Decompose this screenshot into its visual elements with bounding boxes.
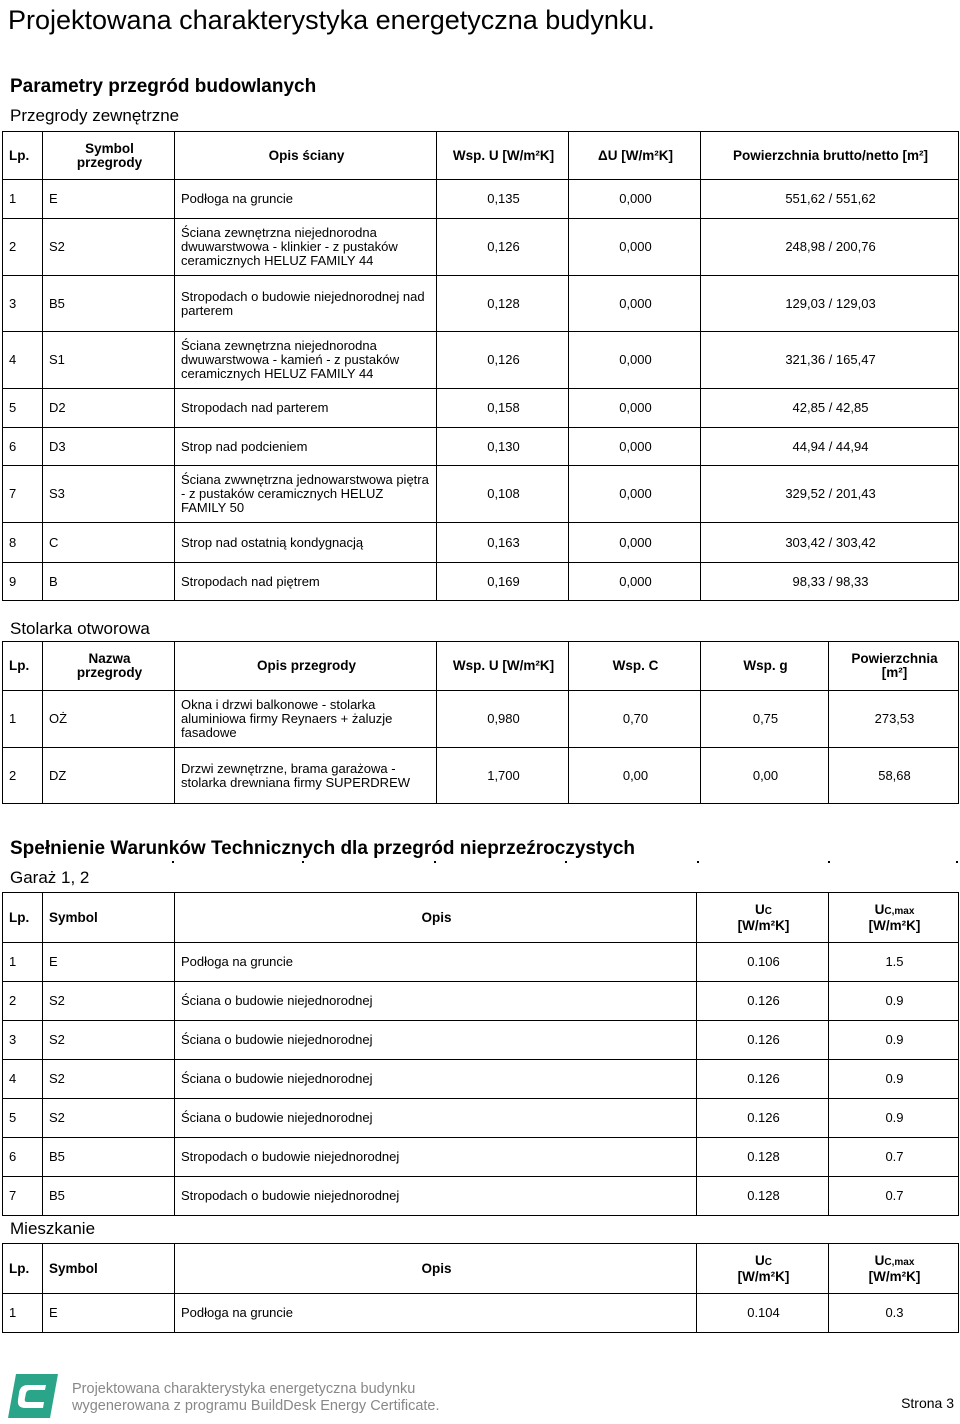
- subheading-flat: Mieszkanie: [10, 1219, 96, 1238]
- table-row: [3, 1294, 959, 1333]
- header-area: Powierzchnia brutto/netto [m²]: [701, 132, 959, 180]
- row-symbol: B5: [43, 1177, 175, 1216]
- row-lp: 3: [3, 1021, 43, 1060]
- table-row: [3, 1060, 959, 1099]
- table-row: [3, 982, 959, 1021]
- footer-text: [72, 1381, 440, 1415]
- row-area: 329,52 / 201,43: [701, 466, 959, 523]
- ucmax-symbol: U: [874, 1252, 885, 1268]
- row-symbol: E: [43, 1294, 175, 1333]
- subheading-external-partitions: Przegrody zewnętrzne: [10, 106, 180, 125]
- uc-unit: [W/m²K]: [737, 917, 790, 933]
- row-u-value: 0,135: [437, 180, 569, 219]
- row-u-value: 0,158: [437, 389, 569, 428]
- page-title: Projektowana charakterystyka energetyczna budynku.: [8, 5, 655, 35]
- row-lp: 8: [3, 523, 43, 563]
- row-ucmax-value: 0.9: [829, 1099, 959, 1138]
- row-description: Stropodach o budowie niejednorodnej: [175, 1177, 697, 1216]
- row-area: 129,03 / 129,03: [701, 276, 959, 332]
- row-symbol: B5: [43, 1138, 175, 1177]
- header-c: Wsp. C: [569, 642, 701, 691]
- row-lp: 2: [3, 219, 43, 276]
- table-row: [3, 276, 959, 332]
- row-u-value: 0,128: [437, 276, 569, 332]
- row-description: Ściana o budowie niejednorodnej: [175, 982, 697, 1021]
- row-symbol: B5: [43, 276, 175, 332]
- row-area: 273,53: [829, 691, 959, 748]
- table-row: [3, 1177, 959, 1216]
- subheading-garage: Garaż 1, 2: [10, 868, 90, 887]
- row-symbol: S2: [43, 1099, 175, 1138]
- row-description: Drzwi zewnętrzne, brama garażowa - stolarka drewniana firmy SUPERDREW: [175, 748, 437, 804]
- footer-line1: Projektowana charakterystyka energetyczna budynku: [72, 1381, 416, 1397]
- table-row: [3, 748, 959, 804]
- row-area: 248,98 / 200,76: [701, 219, 959, 276]
- row-uc-value: 0.126: [697, 982, 829, 1021]
- row-symbol: S1: [43, 332, 175, 389]
- row-uc-value: 0.128: [697, 1177, 829, 1216]
- row-symbol: E: [43, 943, 175, 982]
- row-delta-u-value: 0,000: [569, 276, 701, 332]
- row-delta-u-value: 0,000: [569, 180, 701, 219]
- row-g-value: 0,00: [701, 748, 829, 804]
- table-row: [3, 219, 959, 276]
- row-description: Stropodach nad parterem: [175, 389, 437, 428]
- row-u-value: 0,980: [437, 691, 569, 748]
- external-partitions-table: [2, 131, 959, 601]
- row-lp: 9: [3, 563, 43, 601]
- row-lp: 4: [3, 1060, 43, 1099]
- row-description: Ściana zwwnętrzna jednowarstwowa piętra - z pustaków ceramicznych HELUZ FAMILY 50: [175, 466, 437, 523]
- table-header-row: [3, 893, 959, 943]
- header-ucmax: [829, 893, 959, 943]
- row-symbol: OŻ: [43, 691, 175, 748]
- row-area: 58,68: [829, 748, 959, 804]
- row-description: Ściana zewnętrzna niejednorodna dwuwarstwowa - kamień - z pustaków ceramicznych HELUZ FAMILY 44: [175, 332, 437, 389]
- row-symbol: B: [43, 563, 175, 601]
- header-nazwa: [43, 642, 175, 691]
- row-u-value: 0,163: [437, 523, 569, 563]
- row-description: Ściana o budowie niejednorodnej: [175, 1099, 697, 1138]
- row-area: 321,36 / 165,47: [701, 332, 959, 389]
- row-u-value: 0,108: [437, 466, 569, 523]
- row-area: 44,94 / 44,94: [701, 428, 959, 466]
- row-lp: 1: [3, 180, 43, 219]
- row-area: 98,33 / 98,33: [701, 563, 959, 601]
- row-u-value: 0,126: [437, 332, 569, 389]
- header-du: ΔU [W/m²K]: [569, 132, 701, 180]
- row-symbol: S2: [43, 1060, 175, 1099]
- row-delta-u-value: 0,000: [569, 466, 701, 523]
- row-uc-value: 0.104: [697, 1294, 829, 1333]
- page-number: Strona 3: [901, 1395, 954, 1411]
- header-ucmax: [829, 1244, 959, 1294]
- row-c-value: 0,70: [569, 691, 701, 748]
- row-uc-value: 0.126: [697, 1021, 829, 1060]
- row-lp: 3: [3, 276, 43, 332]
- ucmax-subscript: C,max: [884, 905, 915, 917]
- row-ucmax-value: 1.5: [829, 943, 959, 982]
- header-symbol-line2: przegrody: [76, 154, 143, 170]
- table-row: [3, 1138, 959, 1177]
- header-opis: Opis ściany: [175, 132, 437, 180]
- row-uc-value: 0.126: [697, 1060, 829, 1099]
- header-area: [829, 642, 959, 691]
- row-lp: 2: [3, 982, 43, 1021]
- row-symbol: DZ: [43, 748, 175, 804]
- header-symbol: Symbol: [43, 1244, 175, 1294]
- table-row: [3, 389, 959, 428]
- row-symbol: D2: [43, 389, 175, 428]
- header-lp: Lp.: [3, 642, 43, 691]
- table-header-row: [3, 642, 959, 691]
- header-nazwa-line2: przegrody: [76, 665, 143, 680]
- table-row: [3, 691, 959, 748]
- row-delta-u-value: 0,000: [569, 428, 701, 466]
- header-g: Wsp. g: [701, 642, 829, 691]
- row-u-value: 1,700: [437, 748, 569, 804]
- row-description: Ściana o budowie niejednorodnej: [175, 1021, 697, 1060]
- row-symbol: S3: [43, 466, 175, 523]
- row-delta-u-value: 0,000: [569, 219, 701, 276]
- row-delta-u-value: 0,000: [569, 523, 701, 563]
- row-delta-u-value: 0,000: [569, 563, 701, 601]
- header-symbol: [43, 132, 175, 180]
- table-row: [3, 1021, 959, 1060]
- header-opis: Opis: [175, 1244, 697, 1294]
- row-delta-u-value: 0,000: [569, 389, 701, 428]
- table-row: [3, 332, 959, 389]
- header-opis: Opis: [175, 893, 697, 943]
- row-ucmax-value: 0.7: [829, 1138, 959, 1177]
- row-lp: 1: [3, 1294, 43, 1333]
- uc-subscript: C: [764, 905, 772, 917]
- row-description: Podłoga na gruncie: [175, 1294, 697, 1333]
- section-heading-technical-conditions: Spełnienie Warunków Technicznych dla przegród nieprzeźroczystych: [10, 838, 636, 859]
- row-description: Ściana o budowie niejednorodnej: [175, 1060, 697, 1099]
- uc-symbol: U: [755, 901, 765, 917]
- row-uc-value: 0.128: [697, 1138, 829, 1177]
- section-heading-parameters: Parametry przegród budowlanych: [10, 76, 317, 97]
- row-ucmax-value: 0.9: [829, 982, 959, 1021]
- footer-line2: wygenerowana z programu BuildDesk Energy Certificate.: [72, 1398, 440, 1414]
- table-row: [3, 428, 959, 466]
- joinery-table: [2, 641, 959, 804]
- row-delta-u-value: 0,000: [569, 332, 701, 389]
- header-lp: Lp.: [3, 1244, 43, 1294]
- uc-symbol: U: [755, 1252, 765, 1268]
- row-lp: 7: [3, 466, 43, 523]
- row-lp: 5: [3, 389, 43, 428]
- row-g-value: 0,75: [701, 691, 829, 748]
- garage-table: [2, 892, 959, 1216]
- table-header-row: [3, 132, 959, 180]
- row-area: 303,42 / 303,42: [701, 523, 959, 563]
- ucmax-symbol: U: [874, 901, 885, 917]
- row-description: Strop nad ostatnią kondygnacją: [175, 523, 437, 563]
- row-description: Podłoga na gruncie: [175, 180, 437, 219]
- row-description: Okna i drzwi balkonowe - stolarka aluminiowa firmy Reynaers + żaluzje fasadowe: [175, 691, 437, 748]
- row-description: Podłoga na gruncie: [175, 943, 697, 982]
- ucmax-unit: [W/m²K]: [868, 917, 921, 933]
- row-u-value: 0,130: [437, 428, 569, 466]
- row-u-value: 0,169: [437, 563, 569, 601]
- table-row: [3, 943, 959, 982]
- row-symbol: S2: [43, 982, 175, 1021]
- header-area-line1: Powierzchnia: [851, 651, 938, 666]
- row-ucmax-value: 0.9: [829, 1060, 959, 1099]
- header-symbol: Symbol: [43, 893, 175, 943]
- header-nazwa-line1: Nazwa: [88, 651, 131, 666]
- row-c-value: 0,00: [569, 748, 701, 804]
- flat-table: [2, 1243, 959, 1333]
- table-header-row: [3, 1244, 959, 1294]
- row-symbol: D3: [43, 428, 175, 466]
- header-u: Wsp. U [W/m²K]: [437, 132, 569, 180]
- row-lp: 1: [3, 943, 43, 982]
- row-area: 551,62 / 551,62: [701, 180, 959, 219]
- row-uc-value: 0.126: [697, 1099, 829, 1138]
- table-row: [3, 1099, 959, 1138]
- table-row: [3, 563, 959, 601]
- row-u-value: 0,126: [437, 219, 569, 276]
- row-lp: 6: [3, 428, 43, 466]
- row-ucmax-value: 0.9: [829, 1021, 959, 1060]
- uc-unit: [W/m²K]: [737, 1268, 790, 1284]
- uc-subscript: C: [764, 1256, 772, 1268]
- row-symbol: S2: [43, 219, 175, 276]
- header-symbol-line1: Symbol: [85, 140, 134, 156]
- row-lp: 1: [3, 691, 43, 748]
- table-row: [3, 180, 959, 219]
- header-uc: [697, 1244, 829, 1294]
- header-lp: Lp.: [3, 893, 43, 943]
- row-uc-value: 0.106: [697, 943, 829, 982]
- header-area-line2: [m²]: [881, 665, 908, 680]
- row-area: 42,85 / 42,85: [701, 389, 959, 428]
- row-description: Ściana zewnętrzna niejednorodna dwuwarstwowa - klinkier - z pustaków ceramicznych HELUZ FAMILY 44: [175, 219, 437, 276]
- row-symbol: S2: [43, 1021, 175, 1060]
- row-description: Stropodach o budowie niejednorodnej nad parterem: [175, 276, 437, 332]
- builddesk-logo-icon: [6, 1374, 58, 1418]
- row-lp: 4: [3, 332, 43, 389]
- ucmax-subscript: C,max: [884, 1256, 915, 1268]
- row-ucmax-value: 0.7: [829, 1177, 959, 1216]
- row-lp: 6: [3, 1138, 43, 1177]
- row-description: Stropodach nad piętrem: [175, 563, 437, 601]
- header-opis: Opis przegrody: [175, 642, 437, 691]
- subheading-joinery: Stolarka otworowa: [10, 619, 150, 638]
- header-uc: [697, 893, 829, 943]
- header-u: Wsp. U [W/m²K]: [437, 642, 569, 691]
- row-symbol: E: [43, 180, 175, 219]
- row-description: Stropodach o budowie niejednorodnej: [175, 1138, 697, 1177]
- dotted-divider: [2, 861, 958, 863]
- ucmax-unit: [W/m²K]: [868, 1268, 921, 1284]
- row-ucmax-value: 0.3: [829, 1294, 959, 1333]
- row-lp: 5: [3, 1099, 43, 1138]
- table-row: [3, 523, 959, 563]
- header-lp: Lp.: [3, 132, 43, 180]
- row-description: Strop nad podcieniem: [175, 428, 437, 466]
- row-lp: 7: [3, 1177, 43, 1216]
- row-lp: 2: [3, 748, 43, 804]
- table-row: [3, 466, 959, 523]
- row-symbol: C: [43, 523, 175, 563]
